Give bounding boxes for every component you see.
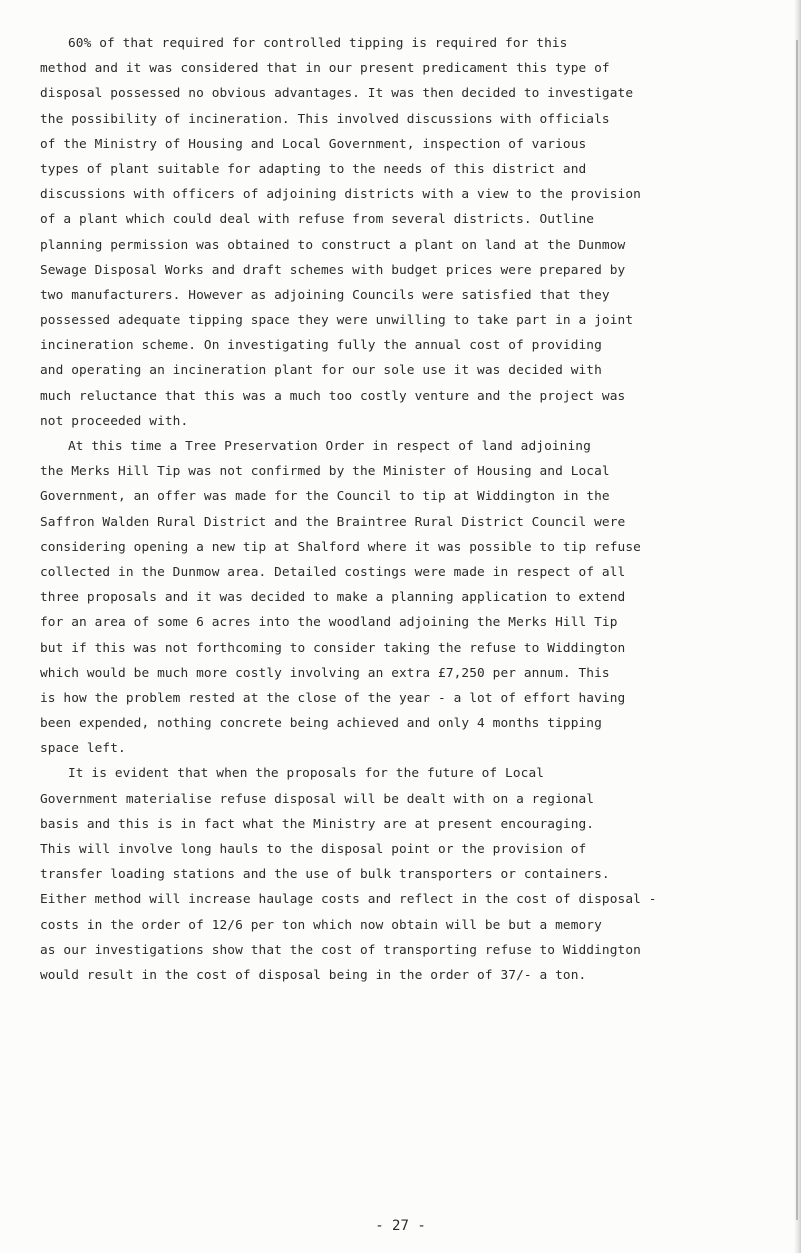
- text-line: the possibility of incineration. This involved discussions with officials: [40, 111, 610, 127]
- text-line: which would be much more costly involving an extra £7,250 per annum. This: [40, 665, 610, 681]
- text-line: incineration scheme. On investigating fully the annual cost of providing: [40, 338, 602, 354]
- text-line: Saffron Walden Rural District and the Braintree Rural District Council were: [40, 514, 626, 530]
- text-line: not proceeded with.: [40, 413, 189, 429]
- text-line: considering opening a new tip at Shalford where it was possible to tip refuse: [40, 539, 641, 555]
- text-line: This will involve long hauls to the disposal point or the provision of: [40, 842, 587, 857]
- text-line: types of plant suitable for adapting to the needs of this district and: [40, 161, 587, 177]
- text-line: of the Ministry of Housing and Local Government, inspection of various: [40, 136, 587, 152]
- text-line: Sewage Disposal Works and draft schemes with budget prices were prepared by: [40, 262, 626, 278]
- text-line: of a plant which could deal with refuse from several districts. Outline: [40, 212, 595, 228]
- text-line: for an area of some 6 acres into the woodland adjoining the Merks Hill Tip: [40, 615, 618, 631]
- text-line: and operating an incineration plant for our sole use it was decided with: [40, 363, 602, 379]
- text-line: the Merks Hill Tip was not confirmed by the Minister of Housing and Local: [40, 464, 610, 480]
- binding-line: [796, 40, 798, 1220]
- text-line: costs in the order of 12/6 per ton which now obtain will be but a memory: [40, 917, 602, 933]
- text-line: would result in the cost of disposal being in the order of 37/- a ton.: [40, 967, 587, 983]
- text-line: At this time a Tree Preservation Order in respect of land adjoining: [68, 439, 591, 454]
- text-line: Government, an offer was made for the Council to tip at Widdington in the: [40, 489, 610, 505]
- page-edge-shadow: [793, 0, 801, 1253]
- text-line: two manufacturers. However as adjoining Councils were satisfied that they: [40, 287, 610, 303]
- text-line: transfer loading stations and the use of bulk transporters or containers.: [40, 867, 610, 883]
- text-line: as our investigations show that the cost of transporting refuse to Widdington: [40, 942, 641, 958]
- text-line: basis and this is in fact what the Ministry are at present encouraging.: [40, 816, 595, 832]
- body-text: [40, 31, 796, 988]
- text-line: planning permission was obtained to construct a plant on land at the Dunmow: [40, 237, 626, 253]
- page-number: - 27 -: [375, 1218, 426, 1234]
- text-line: Government materialise refuse disposal will be dealt with on a regional: [40, 791, 595, 807]
- text-line: much reluctance that this was a much too costly venture and the project was: [40, 388, 626, 404]
- text-line: Either method will increase haulage costs and reflect in the cost of disposal -: [40, 892, 657, 908]
- text-line: It is evident that when the proposals for the future of Local: [68, 766, 545, 782]
- text-line: 60% of that required for controlled tipping is required for this: [68, 36, 568, 51]
- text-line: but if this was not forthcoming to consider taking the refuse to Widdington: [40, 640, 626, 656]
- text-line: been expended, nothing concrete being achieved and only 4 months tipping: [40, 716, 602, 732]
- text-line: collected in the Dunmow area. Detailed costings were made in respect of all: [40, 564, 626, 580]
- text-line: space left.: [40, 741, 126, 757]
- text-line: method and it was considered that in our present predicament this type of: [40, 61, 610, 77]
- text-line: disposal possessed no obvious advantages. It was then decided to investigate: [40, 86, 634, 102]
- text-line: possessed adequate tipping space they were unwilling to take part in a joint: [40, 313, 634, 329]
- text-line: three proposals and it was decided to make a planning application to extend: [40, 590, 626, 606]
- text-line: is how the problem rested at the close of the year - a lot of effort having: [40, 690, 626, 706]
- text-line: discussions with officers of adjoining districts with a view to the provision: [40, 187, 641, 203]
